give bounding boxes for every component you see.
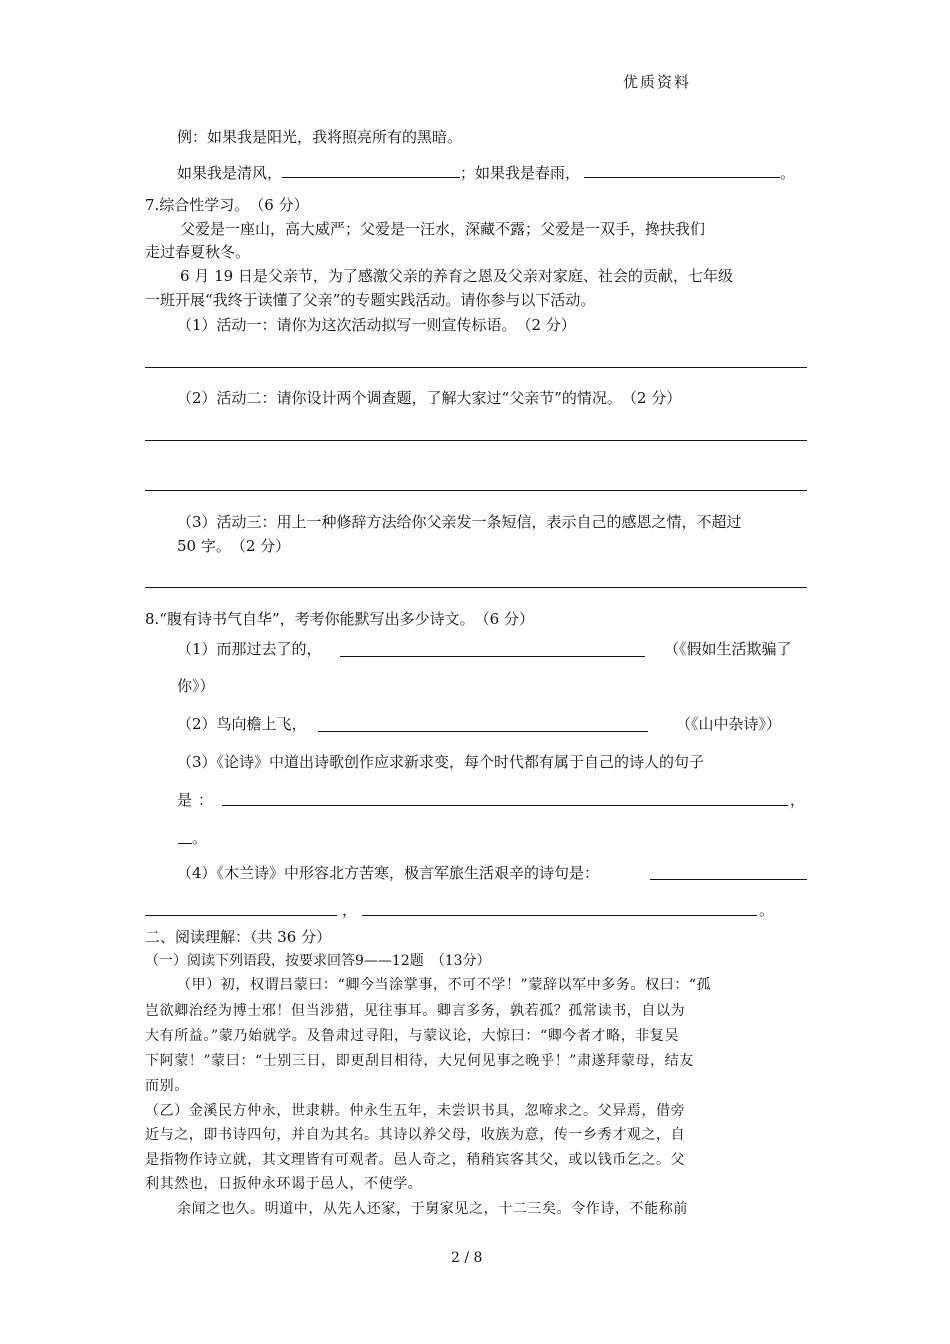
q8-item3-comma: ， <box>790 791 806 809</box>
q7-para1-line2: 走过春夏秋冬。 <box>145 243 251 261</box>
q6-blank-a[interactable] <box>282 163 460 178</box>
q8-item3-line1: （3）《论诗》中道出诗歌创作应求新求变，每个时代都有属于自己的诗人的句子 <box>177 753 705 771</box>
q8-item4-blank-a[interactable] <box>650 879 807 880</box>
q8-item3-blank-b[interactable] <box>178 843 192 844</box>
q8-item3-blank-a[interactable] <box>222 805 788 806</box>
passage-jia-line2: 岂欲卿治经为博士邪！但当涉猎，见往事耳。卿言多务，孰若孤？孤常读书，自以为 <box>145 1003 686 1019</box>
q6-prompt-a: 如果我是清风， <box>177 164 283 182</box>
q8-item4-end: 。 <box>759 901 775 919</box>
q6-sep: ；如果我是春雨， <box>460 164 581 182</box>
q8-item1-prefix: （1）而那过去了的， <box>177 640 322 658</box>
q8-title: 8.“腹有诗书气自华”，考考你能默写出多少诗文。 （6 分） <box>145 610 534 628</box>
q7-activity2: （2）活动二：请你设计两个调查题，了解大家过“父亲节”的情况。 （2 分） <box>177 389 682 407</box>
q8-item2-blank[interactable] <box>318 731 648 732</box>
q7-activity2-answer-line-1[interactable] <box>145 440 807 441</box>
passage-yi-line2: 近与之，即书诗四句，并自为其名。其诗以养父母，收族为意，传一乡秀才观之，自 <box>145 1127 686 1143</box>
section2-part1-instruction: （一）阅读下列语段，按要求回答9——12题 （13分） <box>145 953 491 969</box>
page-number: 2 / 8 <box>451 1250 483 1266</box>
q7-activity3-line2: 50 字。 （2 分） <box>177 537 291 555</box>
q6-end: 。 <box>780 164 796 182</box>
q7-activity3-answer-line[interactable] <box>145 587 807 588</box>
q8-item4-blank-b[interactable] <box>145 915 337 916</box>
q8-item2-prefix: （2）鸟向檐上飞， <box>177 715 307 733</box>
passage-jia-line1: （甲）初，权谓吕蒙曰：“卿今当涂掌事，不可不学！”蒙辞以军中多务。权曰：“孤 <box>177 977 712 993</box>
q7-para2-line2: 一班开展“我终于读懂了父亲”的专题实践活动。请你参与以下活动。 <box>145 291 596 309</box>
passage-yi-line5: 余闻之也久。明道中，从先人还家，于舅家见之，十二三矣。令作诗，不能称前 <box>177 1201 688 1217</box>
q8-item1-source-b: 你》） <box>177 677 215 695</box>
q6-example: 例：如果我是阳光，我将照亮所有的黑暗。 <box>177 128 463 146</box>
q6-fill-line <box>177 163 795 183</box>
q6-blank-b[interactable] <box>584 163 780 178</box>
passage-yi-line4: 利其然也，日扳仲永环谒于邑人，不使学。 <box>145 1176 423 1192</box>
passage-jia-line4: 下阿蒙！”蒙曰：“士别三日，即更刮目相待，大兄何见事之晚乎！”肃遂拜蒙母，结友 <box>145 1053 694 1069</box>
q8-item3-end: 。 <box>192 829 208 847</box>
q8-item2-source: （《山中杂诗》） <box>676 715 782 733</box>
q8-item1-source-a: （《假如生活欺骗了 <box>664 640 792 658</box>
q7-para1-line1: 父爱是一座山，高大威严；父爱是一汪水，深藏不露；父爱是一双手，搀扶我们 <box>180 220 706 238</box>
section2-title: 二、阅读理解：（共 36 分） <box>145 928 332 946</box>
q7-activity2-answer-line-2[interactable] <box>145 490 807 491</box>
q7-activity1: （1）活动一：请你为这次活动拟写一则宣传标语。 （2 分） <box>177 316 576 334</box>
passage-jia-line5: 而别。 <box>145 1078 189 1094</box>
q7-activity3-line1: （3）活动三：用上一种修辞方法给你父亲发一条短信，表示自己的感恩之情，不超过 <box>177 513 742 531</box>
q8-item1-blank[interactable] <box>340 656 645 657</box>
q8-item4-comma: ， <box>342 901 358 919</box>
q7-activity1-answer-line[interactable] <box>145 367 807 368</box>
q8-item4-blank-c[interactable] <box>362 915 757 916</box>
passage-yi-line3: 是指物作诗立就，其文理皆有可观者。邑人奇之，稍稍宾客其父，或以钱币乞之。父 <box>145 1152 686 1168</box>
passage-jia-line3: 大有所益。”蒙乃始就学。及鲁肃过寻阳，与蒙议论，大惊曰：“卿今者才略，非复吴 <box>145 1028 680 1044</box>
page-header: 优质资料 <box>623 73 692 91</box>
q8-item4-prefix: （4）《木兰诗》中形容北方苦寒，极言军旅生活艰辛的诗句是： <box>177 864 600 882</box>
passage-yi-line1: （乙）金溪民方仲永，世隶耕。仲永生五年，未尝识书具，忽啼求之。父异焉，借旁 <box>145 1103 686 1119</box>
q7-para2-line1: 6 月 19 日是父亲节，为了感激父亲的养育之恩及父亲对家庭、社会的贡献，七年级 <box>180 267 733 285</box>
q8-item3-prefix: 是： <box>177 791 220 809</box>
q7-title: 7.综合性学习。 （6 分） <box>145 196 309 214</box>
